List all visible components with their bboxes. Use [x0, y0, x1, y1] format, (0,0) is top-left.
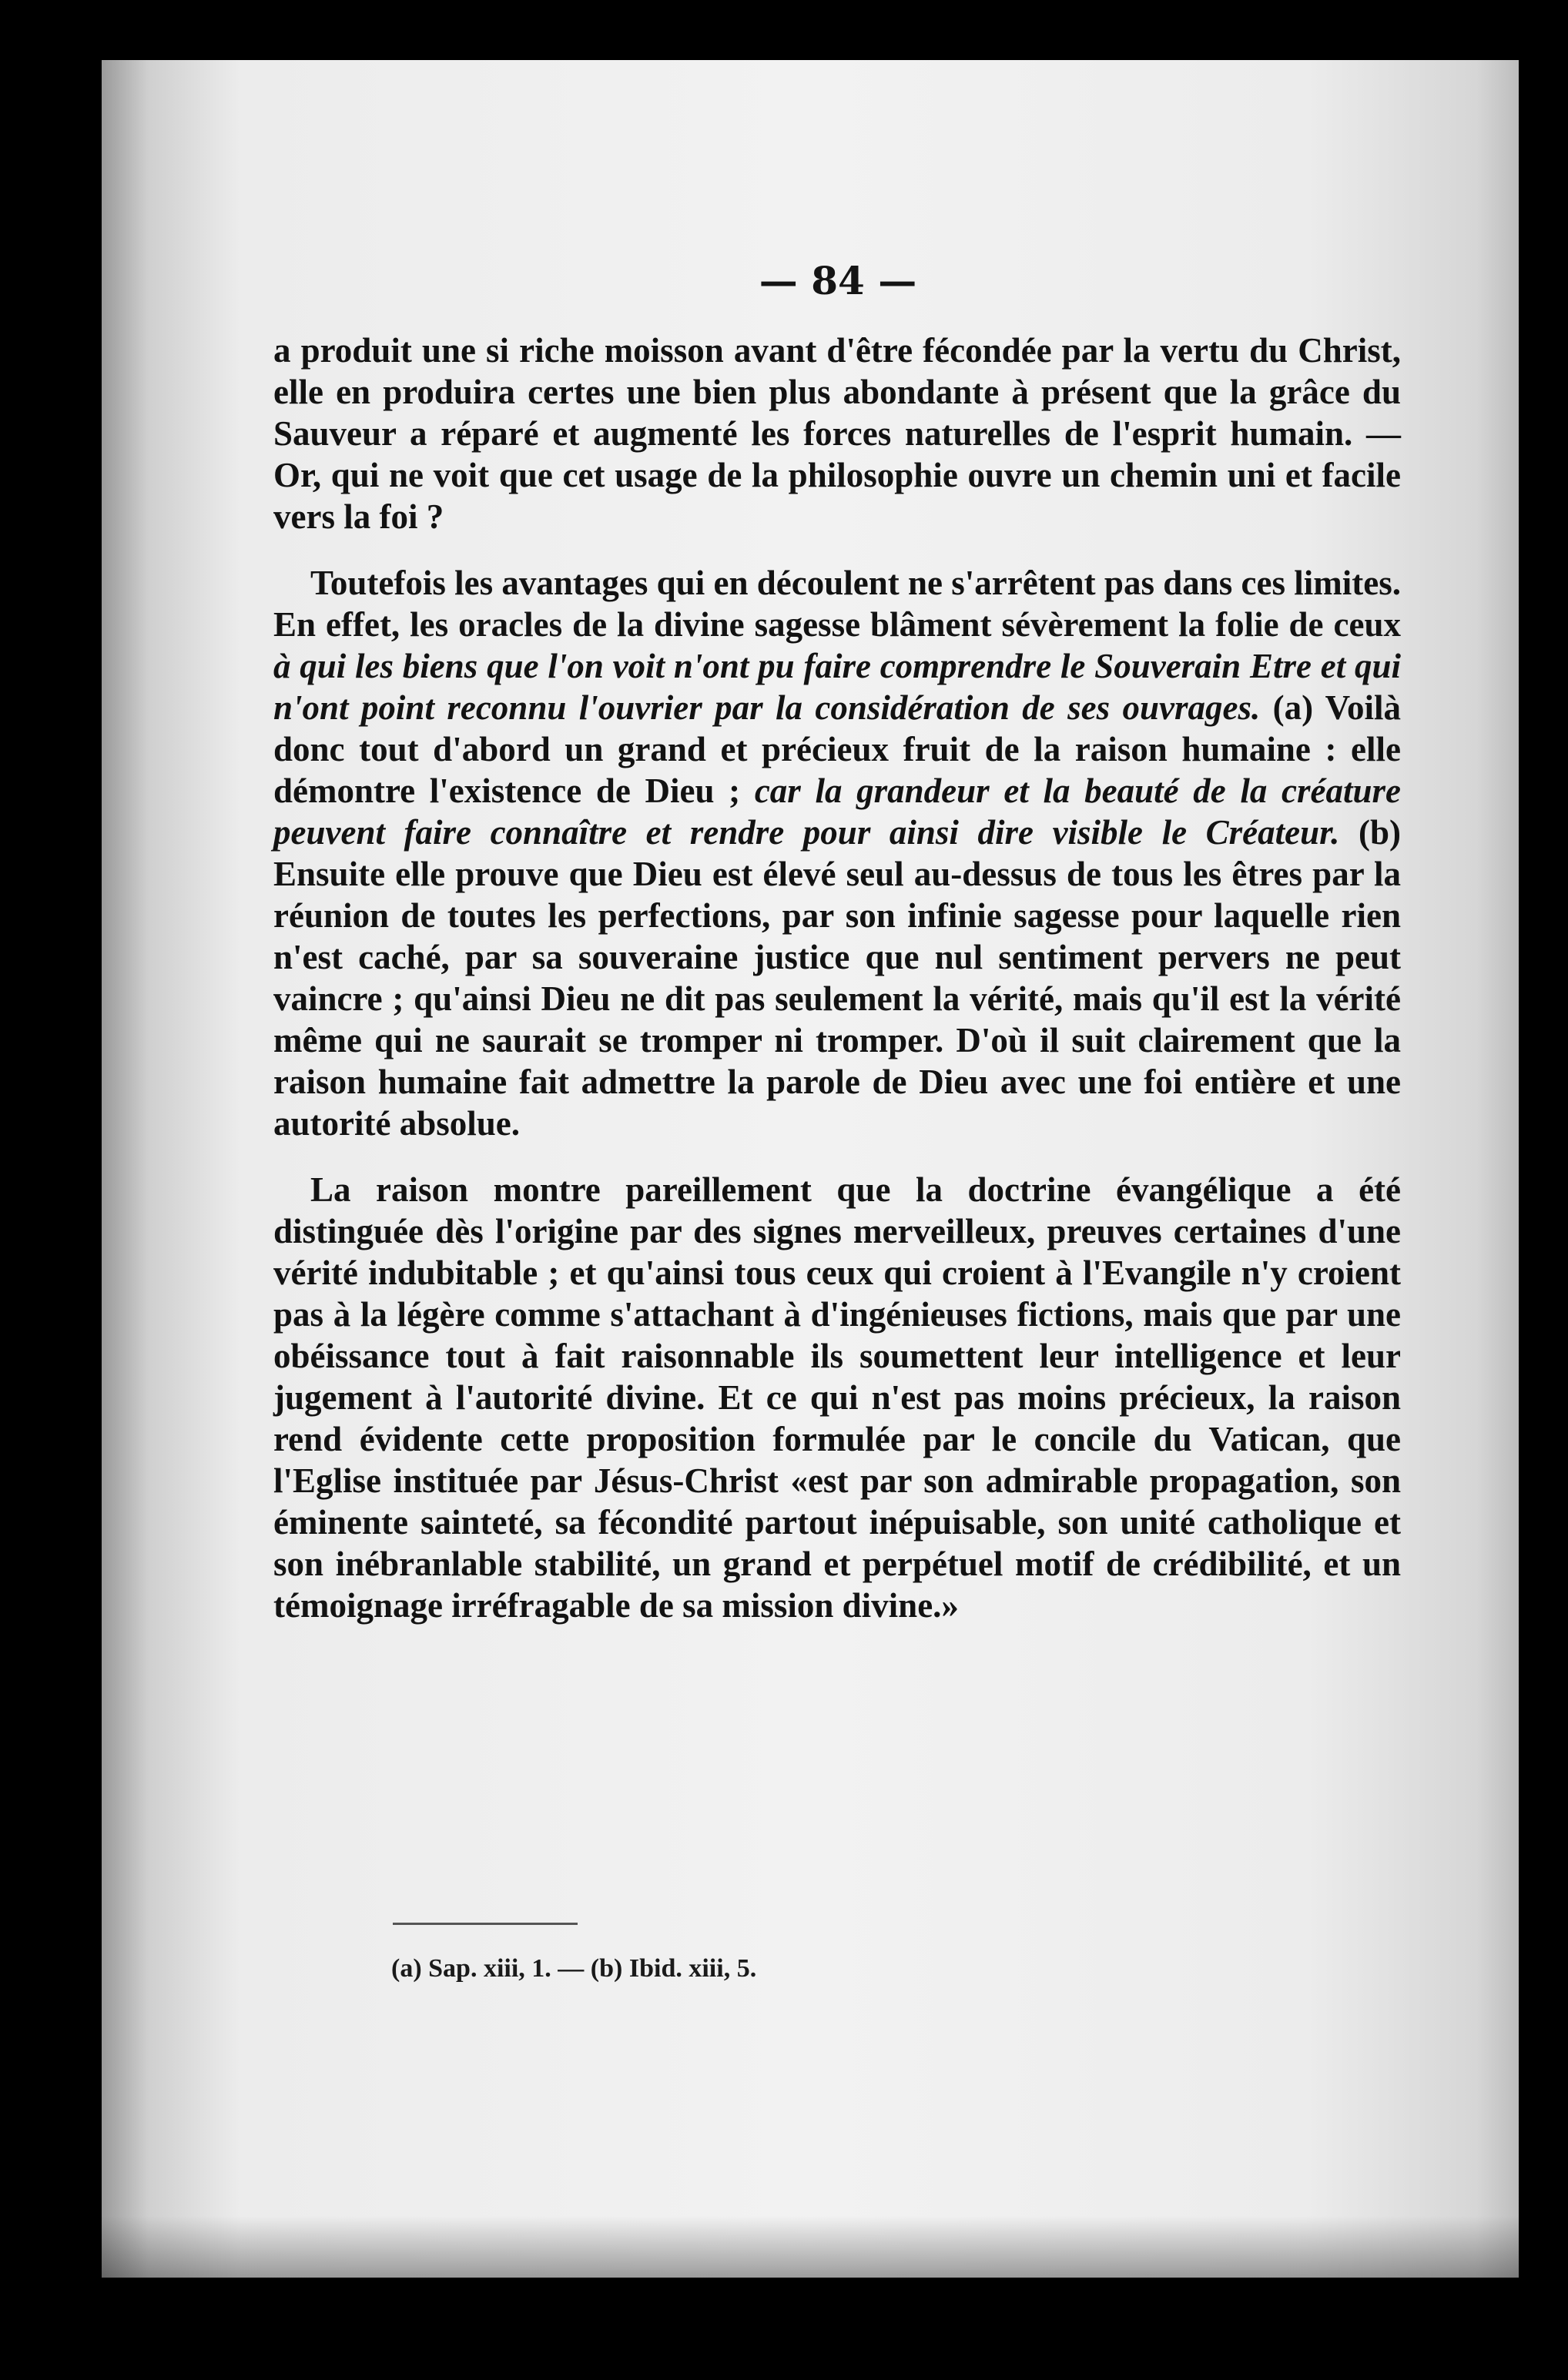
paragraph-3-text: La raison montre pareillement que la doctrine évangélique a été distinguée dès l'origine par des signes merveilleux, preuves certaines d'une vérité indubitable ; et qu'ainsi tous ceux qui croient à l'Evangile n'y croient pas à la légère comme s'attachant à d'ingénieuses fictions, mais que par une obéissance tout à fait raisonnable ils soumettent leur intelligence et leur jugement à l'autorité divine. Et ce qui n'est pas moins précieux, la raison rend évidente cette proposition formulée par le concile du Vatican, que l'Eglise instituée par Jésus-Christ «est par son admirable propagation, son éminente sainteté, sa fécondité partout inépuisable, son unité catholique et son inébranlable stabilité, un grand et perpétuel motif de crédibilité, et un témoignage irréfragable de sa mission divine.»: [273, 1170, 1401, 1625]
page-number: — 84 —: [759, 258, 917, 303]
paragraph-1: [273, 330, 1401, 537]
body-text: [273, 330, 1401, 1651]
paragraph-2-text-c: (b) Ensuite elle prouve que Dieu est élevé seul au-dessus de tous les êtres par la réunion de toutes les perfections, par son infinie sagesse pour laquelle rien n'est caché, par sa souveraine justice que nul sentiment pervers ne peut vaincre ; qu'ainsi Dieu ne dit pas seulement la vérité, mais qu'il est la vérité même qui ne saurait se tromper ni tromper. D'où il suit clairement que la raison humaine fait admettre la parole de Dieu avec une foi entière et une autorité absolue.: [273, 813, 1402, 1143]
footnote: (a) Sap. xiii, 1. — (b) Ibid. xiii, 5.: [391, 1954, 757, 1983]
paragraph-2: [273, 562, 1401, 1144]
paragraph-2-quote-b: car la grandeur et la beauté de la créature peuvent faire connaître et rendre pour ainsi dire visible le Créateur.: [273, 772, 1401, 852]
paragraph-2-text-a: Toutefois les avantages qui en découlent ne s'arrêtent pas dans ces limites. En effet, les oracles de la divine sagesse blâment sévèrement la folie de ceux: [273, 564, 1401, 644]
paragraph-2-quote-a: à qui les biens que l'on voit n'ont pu faire comprendre le Souverain Etre et qui n'ont point reconnu l'ouvrier par la considération de ses ouvrages.: [273, 647, 1401, 727]
paragraph-3: [273, 1169, 1401, 1626]
paragraph-1-text: a produit une si riche moisson avant d'être fécondée par la vertu du Christ, elle en produira certes une bien plus abondante à présent que la grâce du Sauveur a réparé et augmenté les forces naturelles de l'esprit humain. — Or, qui ne voit que cet usage de la philosophie ouvre un chemin uni et facile vers la foi ?: [273, 331, 1401, 536]
paragraph-2-text-b: (a) Voilà donc tout d'abord un grand et précieux fruit de la raison humaine : elle démontre l'existence de Dieu ;: [273, 688, 1402, 810]
footnote-divider: [393, 1923, 578, 1925]
